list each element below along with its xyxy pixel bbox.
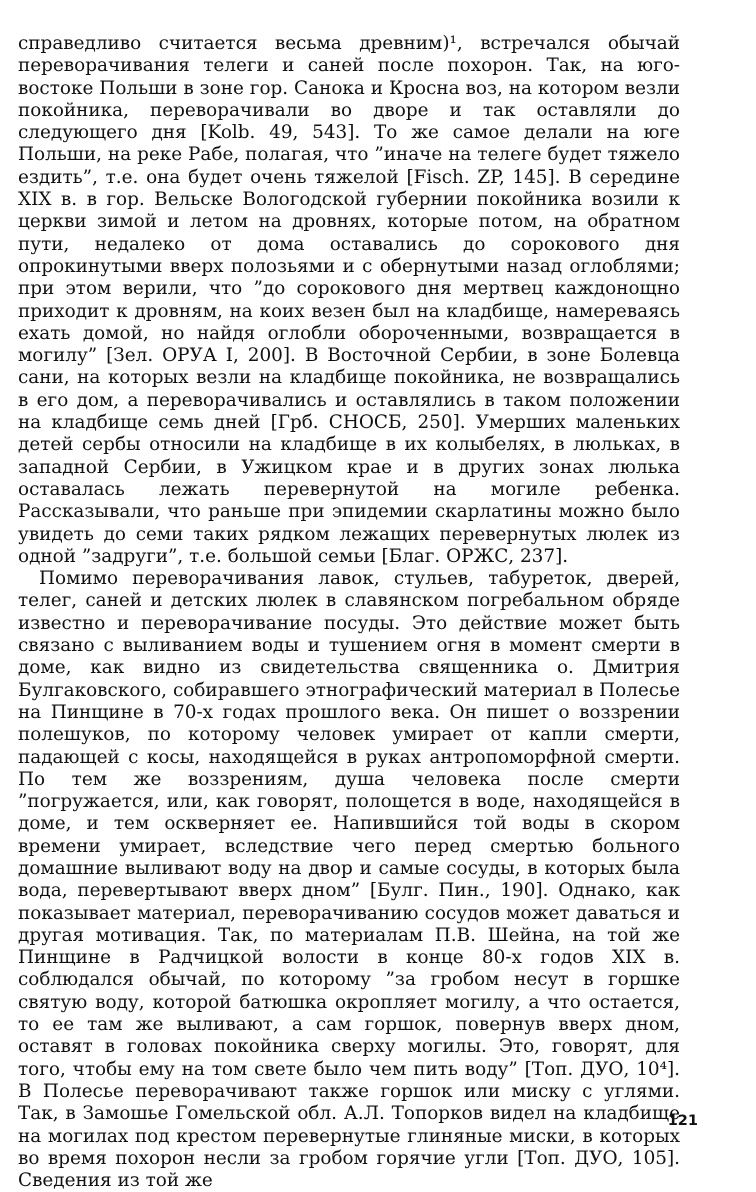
paragraph-1: справедливо считается весьма древним)¹, встречался обычай переворачивания телеги и саней после похорон. Так, на юго-востоке Польши в зоне гор. Санока и Кросна воз, на котором везли покойника, переворачивали во дворе и так оставляли до следующего дня [Kolb. 49, 543]. То же самое делали на юге Польши, на реке Рабе, полагая, что ”иначе на телеге будет тяжело ездить”, т.е. она будет очень тяжелой [Fisch. ZP, 145]. В середине XIX в. в гор. Вельске Вологодской губернии покойника возили к церкви зимой и летом на дровнях, которые потом, на обратном пути, недалеко от дома оставались до сорокового дня опрокинутыми вверх полозьями и с обернутыми назад оглоблями; при этом верили, что ”до сорокового дня мертвец каждонощно приходит к дровням, на коих везен был на кладбище, намереваясь ехать домой, но найдя оглобли обороченными, возвращается в могилу” [Зел. ОРУА I, 200]. В Восточной Сербии, в зоне Болевца сани, на которых везли на кладбище покойника, не возвращались в его дом, а переворачивались и оставлялись в таком положении на кладбище семь дней [Грб. СНОСБ, 250]. Умерших маленьких детей сербы относили на кладбище в их колыбелях, в люльках, в западной Сербии, в Ужицком крае и в других зонах люлька оставалась лежать перевернутой на могиле ребенка. Рассказывали, что раньше при эпидемии скарлатины можно было увидеть до семи таких рядком лежащих перевернутых люлек из одной ”задруги”, т.е. большой семьи [Благ. ОРЖС, 237].	[18, 33, 680, 567]
page-text-body	[18, 33, 680, 1192]
page-number: 121	[667, 1113, 698, 1129]
paragraph-2: Помимо переворачивания лавок, стульев, табуреток, дверей, телег, саней и детских люлек в славянском погребальном обряде известно и переворачивание посуды. Это действие может быть связано с выливанием воды и тушением огня в момент смерти в доме, как видно из свидетельства священника о. Дмитрия Булгаковского, собиравшего этнографический материал в Полесье на Пинщине в 70-х годах прошлого века. Он пишет о воззрении полешуков, по которому человек умирает от капли смерти, падающей с косы, находящейся в руках антропоморфной смерти. По тем же воззрениям, душа человека после смерти ”погружается, или, как говорят, полощется в воде, находящейся в доме, и тем оскверняет ее. Напившийся той воды в скором времени умирает, вследствие чего перед смертью больного домашние выливают воду на двор и самые сосуды, в которых была вода, перевертывают вверх дном” [Булг. Пин., 190]. Однако, как показывает материал, переворачиванию сосудов может даваться и другая мотивация. Так, по материалам П.В. Шейна, на той же Пинщине в Радчицкой волости в конце 80-х годов XIX в. соблюдался обычай, по которому ”за гробом несут в горшке святую воду, которой батюшка окропляет могилу, а что остается, то ее там же выливают, а сам горшок, повернув вверх дном, оставят в головах покойника сверху могилы. Это, говорят, для того, чтобы ему на том свете было чем пить воду” [Топ. ДУО, 10⁴]. В Полесье переворачивают также горшок или миску с углями. Так, в Замошье Гомельской обл. А.Л. Топорков видел на кладбище на могилах под крестом перевернутые глиняные миски, в которых во время похорон несли за гробом горячие угли [Топ. ДУО, 105]. Сведения из той же	[18, 568, 680, 1192]
